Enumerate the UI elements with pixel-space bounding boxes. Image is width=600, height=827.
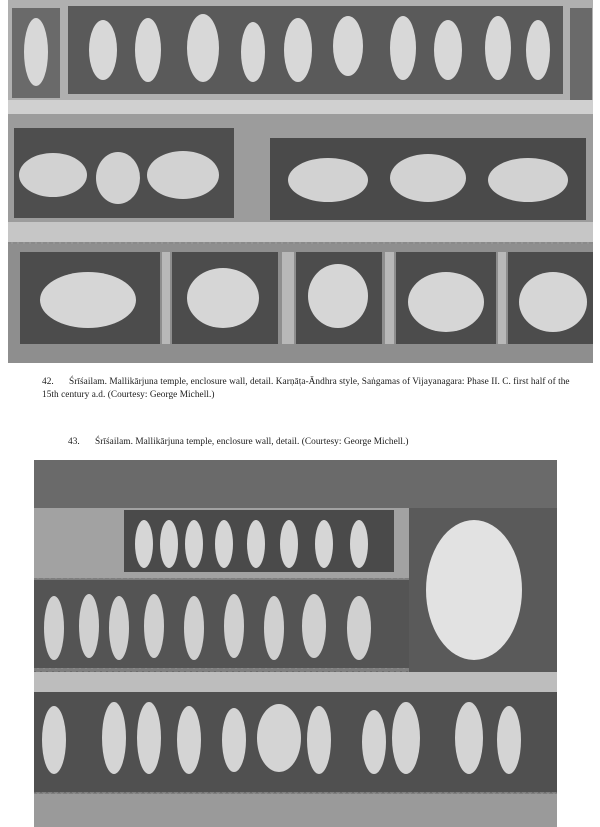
figure-43-photo	[34, 460, 557, 827]
figure-43-caption-text: Śrīśailam. Mallikārjuna temple, enclosure wall, detail. (Courtesy: George Michell.)	[95, 437, 409, 447]
figure-43-caption	[68, 436, 588, 449]
figure-42-caption-text: Śrīśailam. Mallikārjuna temple, enclosure wall, detail. Karṇāṭa-Āndhra style, Saṅgamas of Vijayanagara: Phase II. C. first half of the 15th century a.d. (Courtesy: George Michell.)	[42, 377, 570, 400]
figure-43-number: 43.	[68, 437, 80, 447]
figure-42-number: 42.	[42, 377, 54, 387]
figure-42-photo	[8, 0, 593, 363]
figure-42-caption	[42, 376, 587, 402]
